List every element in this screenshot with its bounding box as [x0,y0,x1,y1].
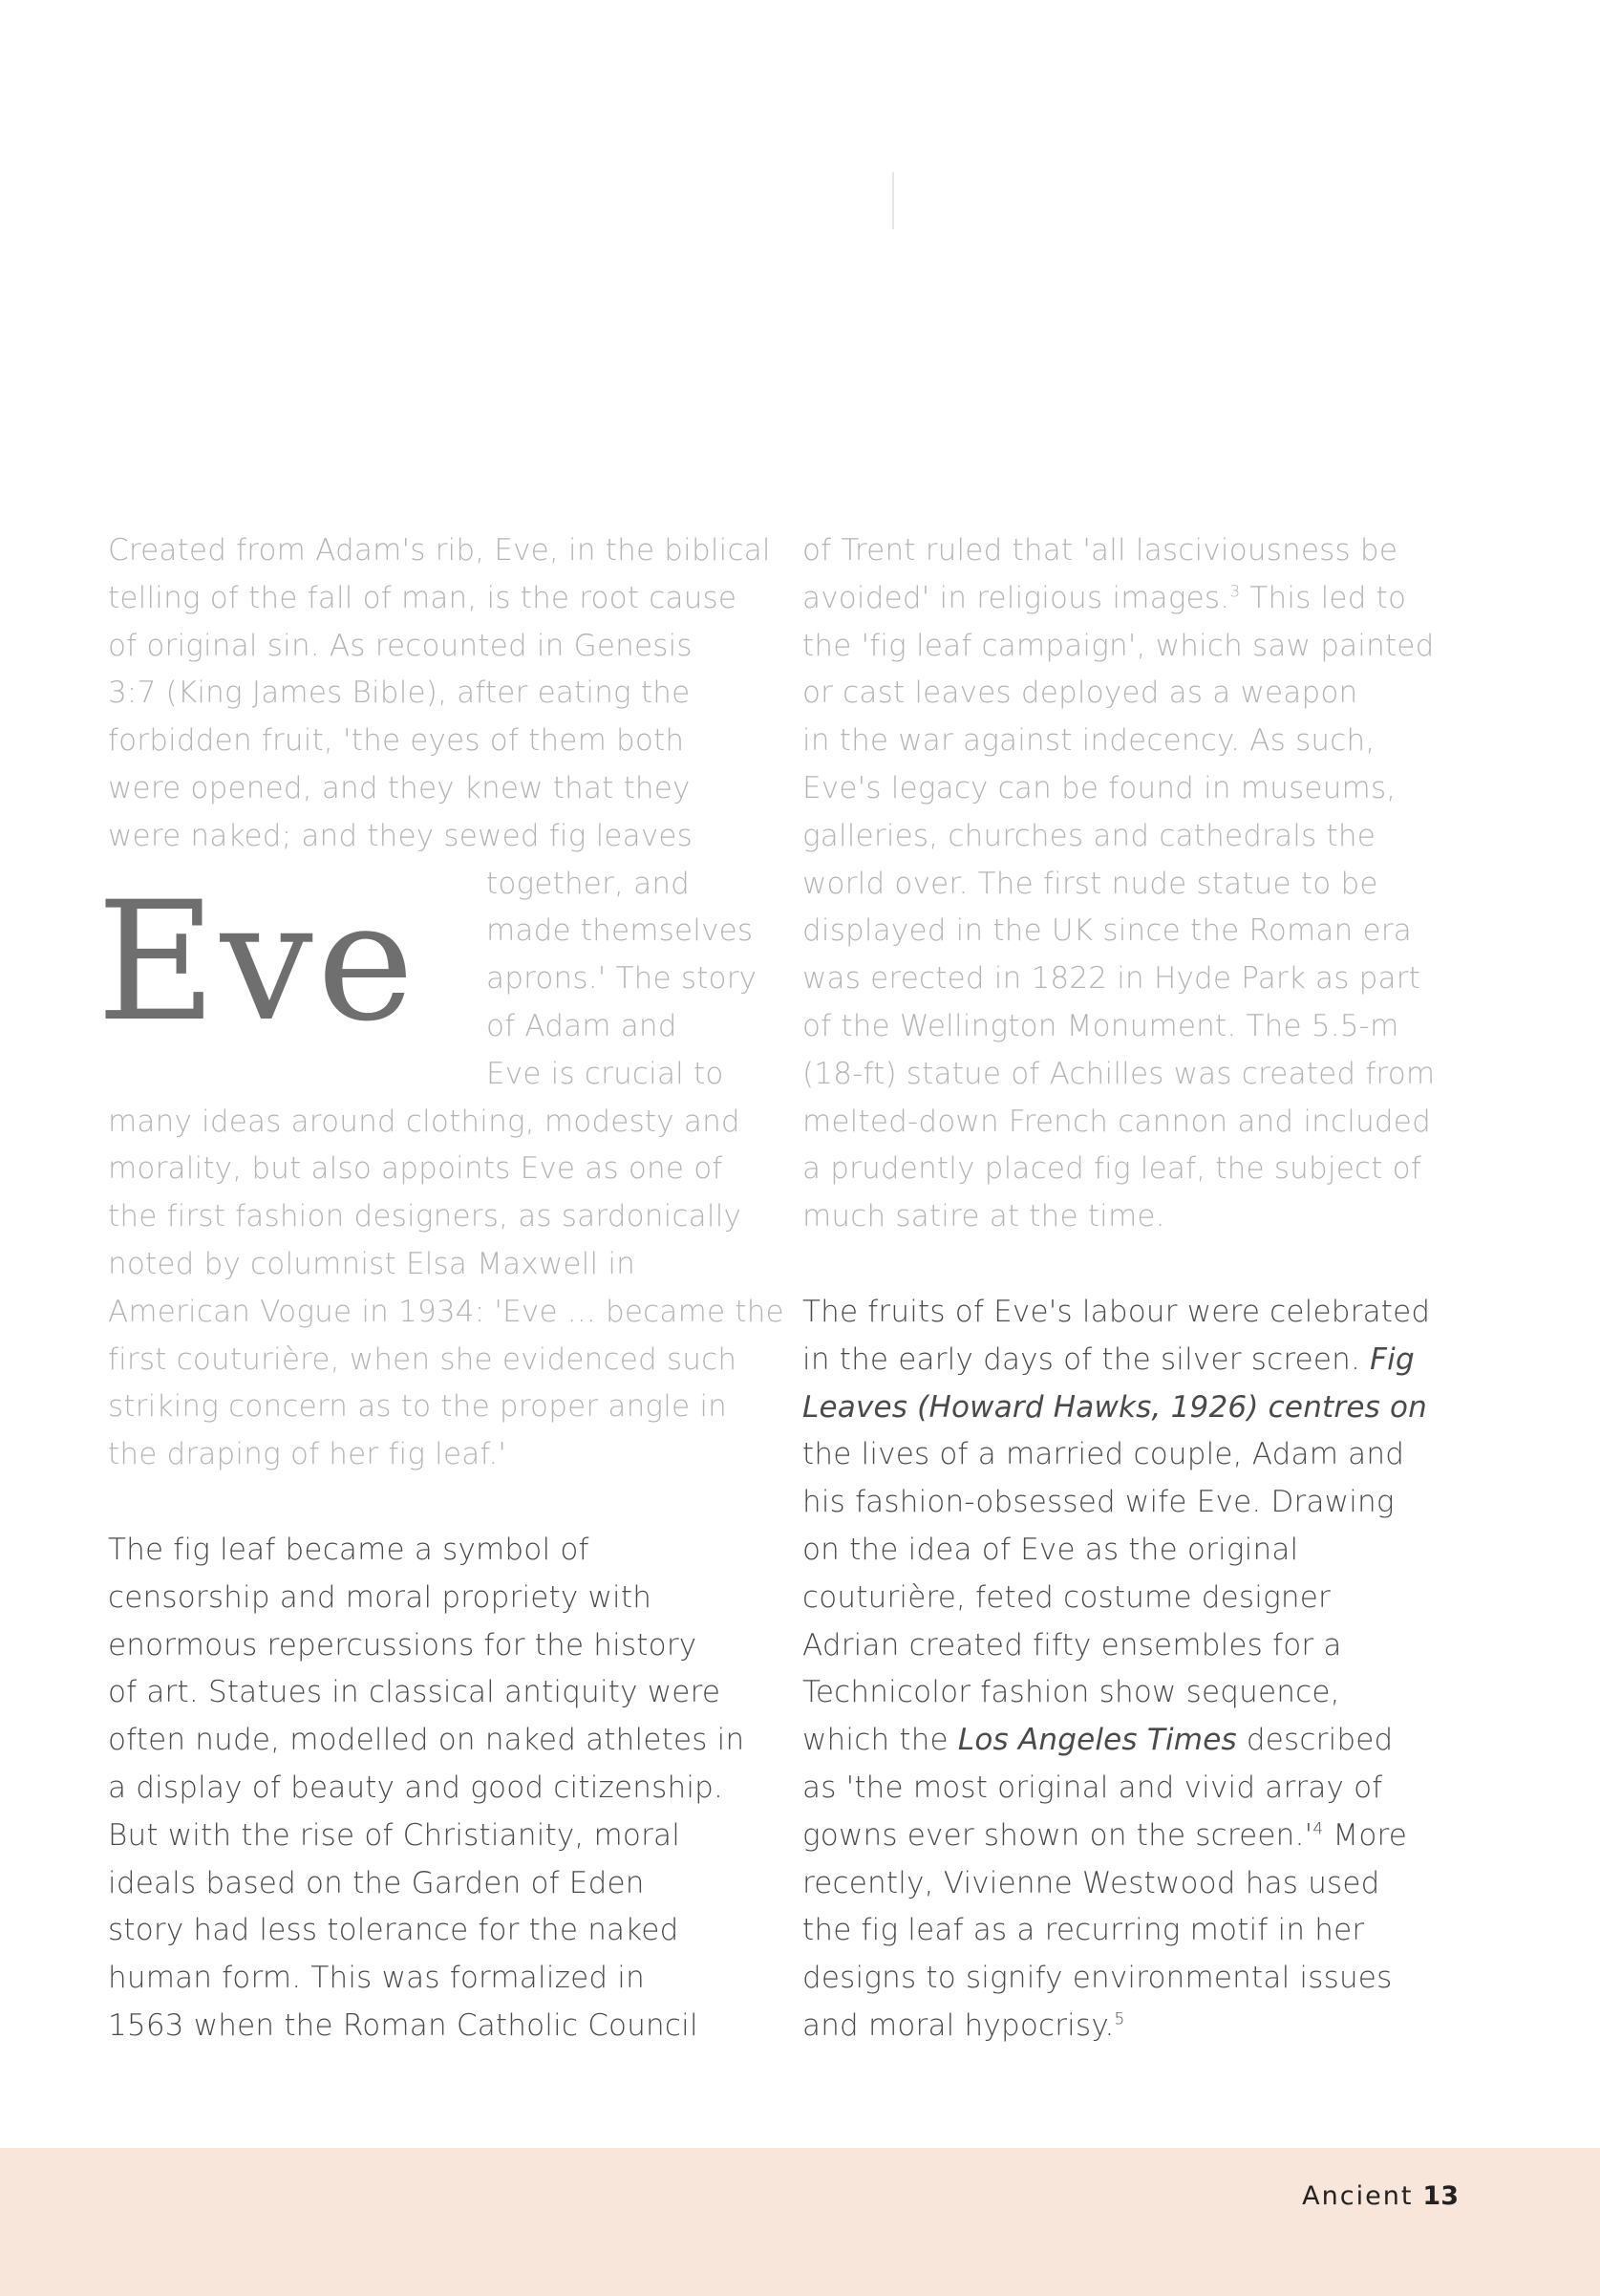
text-line: human form. This was formalized in [108,1961,645,1996]
trent-paragraph [802,527,1471,1241]
fig-leaf-paragraph [108,1527,767,2050]
text-line: Adrian created fifty ensembles for a [802,1627,1342,1663]
silver-screen-paragraph [802,1289,1471,2050]
text-line: together, and [486,866,691,901]
text-line: Eve is crucial to [486,1056,724,1091]
text-line: designs to signify environmental issues [802,1961,1393,1996]
text-line: the first fashion designers, as sardonically [108,1199,742,1234]
text-line: The fruits of Eve's labour were celebrated [802,1294,1431,1329]
text-line: much satire at the time. [802,1199,1165,1234]
text-line: melted-down French cannon and included [802,1104,1431,1139]
text-line: as 'the most original and vivid array of [802,1770,1383,1805]
text-line: recently, Vivienne Westwood has used [802,1865,1380,1900]
text-line: world over. The first nude statue to be [802,866,1378,901]
text-line: the 'fig leaf campaign', which saw painted [802,628,1435,663]
drop-heading: Eve [96,865,418,1058]
text-line: first couturière, when she evidenced such [108,1341,737,1377]
text-line [802,575,1471,623]
text-line: often nude, modelled on naked athletes in [108,1723,745,1758]
text-line: striking concern as to the proper angle in [108,1389,728,1425]
text-line: censorship and moral propriety with [108,1579,652,1615]
text-fragment: This led to [1249,580,1407,615]
text-line [802,1717,1471,1765]
text-line: made themselves [486,913,754,949]
text-fragment: and moral hypocrisy. [802,2007,1115,2043]
text-line: displayed in the UK since the Roman era [802,913,1412,949]
running-footer [1302,2181,1459,2211]
text-line: forbidden fruit, 'the eyes of them both [108,723,685,759]
text-line [802,1384,1471,1432]
text-line: The fig leaf became a symbol of [108,1532,589,1567]
text-line [802,1813,1471,1860]
text-line: ideals based on the Garden of Eden [108,1865,645,1900]
text-line: couturière, feted costume designer [802,1579,1331,1615]
text-line: many ideas around clothing, modesty and [108,1104,740,1139]
footnote-marker: 5 [1114,2009,1125,2029]
page-number: 13 [1422,2181,1459,2211]
film-title-start: Fig [1370,1341,1415,1377]
text-line [802,1337,1471,1384]
intro-paragraph [96,527,784,1479]
text-fragment: avoided' in religious images. [802,580,1230,615]
text-line: American Vogue in 1934: 'Eve ... became the [108,1294,784,1329]
text-line: galleries, churches and cathedrals the [802,818,1376,853]
footnote-marker: 3 [1229,582,1241,602]
text-fragment: described [1246,1723,1394,1758]
text-line: noted by columnist Elsa Maxwell in [108,1246,635,1281]
text-line: the draping of her fig leaf.' [108,1437,507,1472]
text-line: of Trent ruled that 'all lasciviousness be [802,533,1398,568]
text-line: of the Wellington Monument. The 5.5-m [802,1008,1399,1043]
text-line: on the idea of Eve as the original [802,1532,1299,1567]
text-fragment: which the [802,1723,949,1758]
text-line: aprons.' The story [486,961,757,997]
text-fragment: More [1333,1817,1408,1853]
text-line: enormous repercussions for the history [108,1627,697,1663]
text-line: 3:7 (King James Bible), after eating the [108,676,691,711]
text-line: telling of the fall of man, is the root cause [108,580,737,615]
text-line: (18-ft) statue of Achilles was created from [802,1056,1436,1091]
text-line: his fashion-obsessed wife Eve. Drawing [802,1485,1395,1520]
beside-heading-text [486,861,757,1099]
page-footer [0,2148,1600,2296]
text-line: morality, but also appoints Eve as one of [108,1151,723,1187]
text-line: 1563 when the Roman Catholic Council [108,2007,698,2043]
text-line: the lives of a married couple, Adam and [802,1437,1405,1472]
text-line: a prudently placed fig leaf, the subject of [802,1151,1421,1187]
text-line: Eve's legacy can be found in museums, [802,770,1397,805]
section-name: Ancient [1302,2181,1414,2211]
text-fragment: gowns ever shown on the screen.' [802,1817,1313,1853]
text-line: Created from Adam's rib, Eve, in the biblical [108,533,771,568]
eve-heading-block [96,861,767,1099]
text-line: were naked; and they sewed fig leaves [108,818,693,853]
fold-mark [892,172,894,229]
text-line: or cast leaves deployed as a weapon [802,676,1358,711]
text-line: Technicolor fashion show sequence, [802,1675,1340,1710]
text-fragment: Leaves (Howard Hawks, 1926) centres on [802,1389,1428,1425]
paragraph-gap [802,1241,1471,1289]
text-line: in the war against indecency. As such, [802,723,1376,759]
newspaper-title: Los Angeles Times [957,1723,1237,1758]
text-line: was erected in 1822 in Hyde Park as part [802,961,1421,997]
text-line: the fig leaf as a recurring motif in her [802,1913,1365,1948]
paragraph-gap [108,1479,767,1527]
text-line: story had less tolerance for the naked [108,1913,679,1948]
text-line: But with the rise of Christianity, moral [108,1817,681,1853]
text-line [802,2003,1471,2050]
right-column [802,527,1471,2050]
footnote-marker: 4 [1312,1819,1324,1839]
text-line: were opened, and they knew that they [108,770,691,805]
text-line: of original sin. As recounted in Genesis [108,628,693,663]
text-line: of art. Statues in classical antiquity were [108,1675,721,1710]
text-line: a display of beauty and good citizenship. [108,1770,724,1805]
left-column [96,527,784,2050]
text-line: of Adam and [486,1008,677,1043]
text-fragment: in the early days of the silver screen. [802,1341,1361,1377]
